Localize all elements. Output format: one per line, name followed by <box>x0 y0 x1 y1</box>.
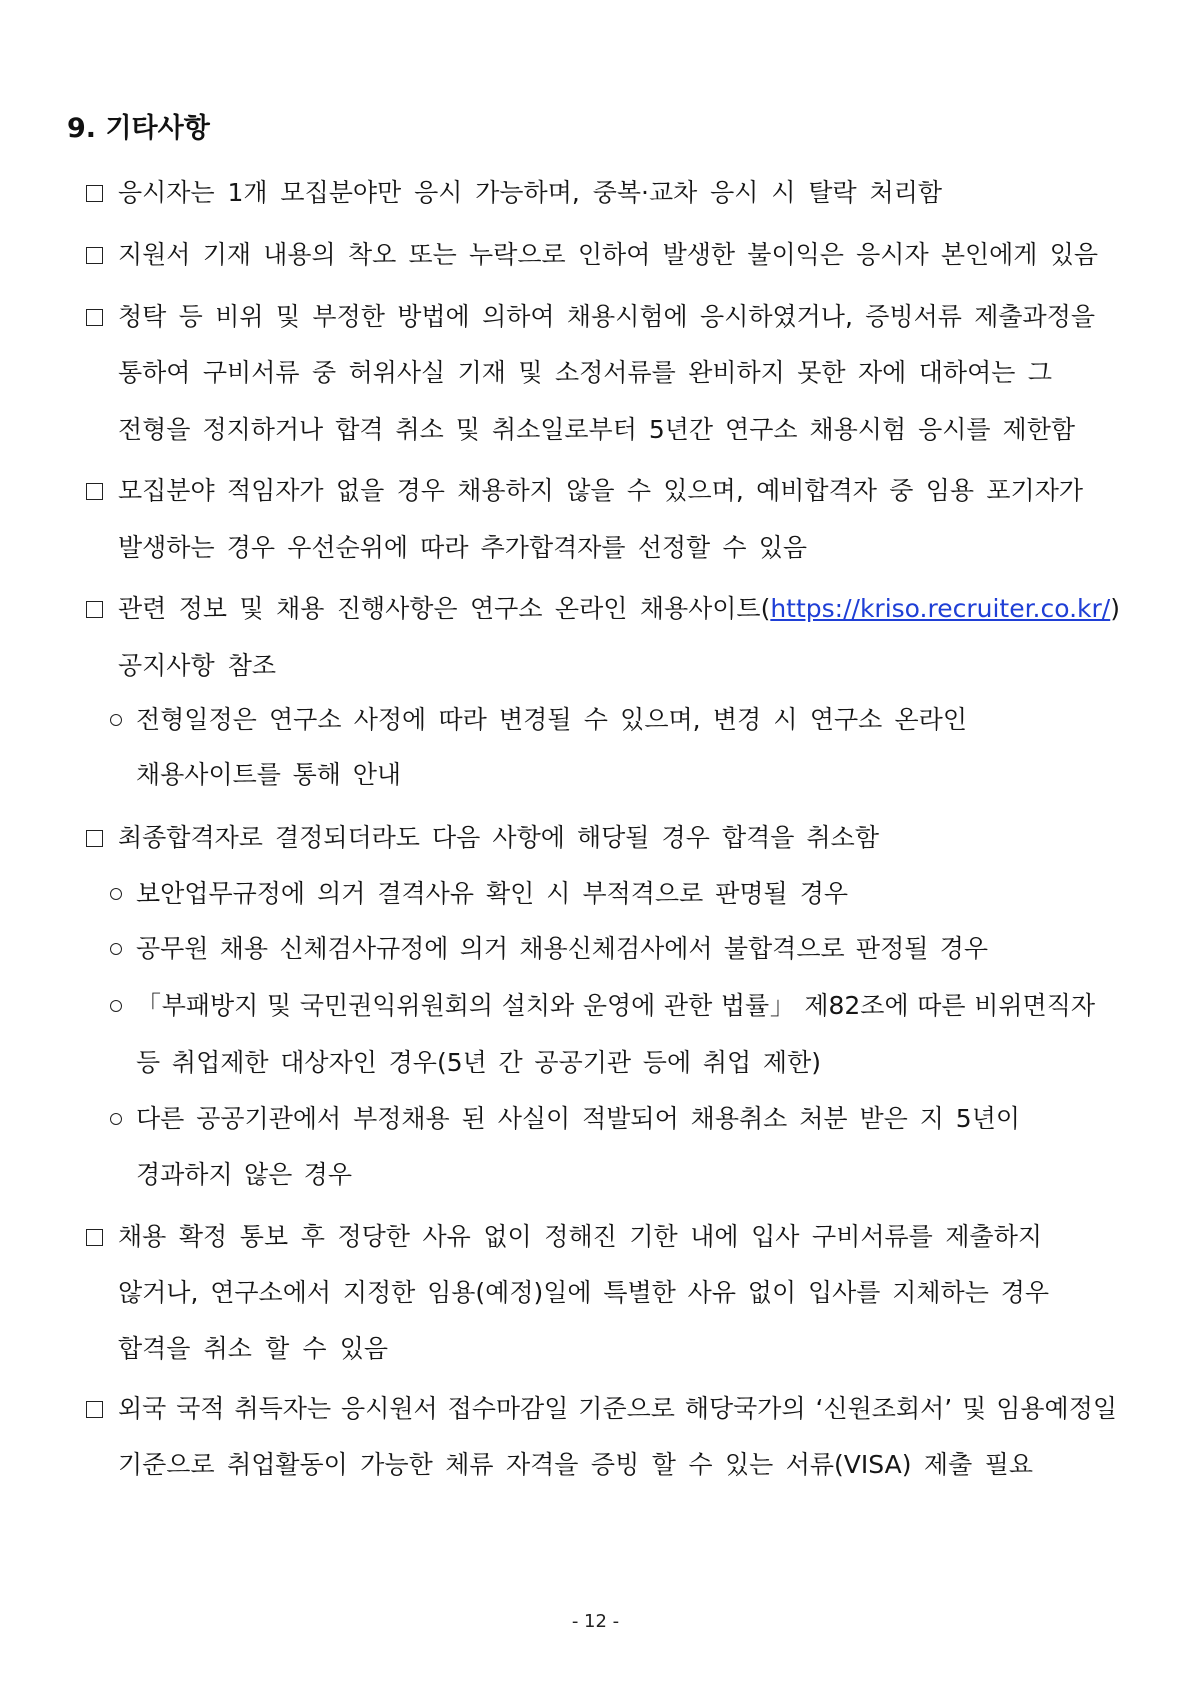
item-text-line <box>118 591 1120 627</box>
item-text-line: 지원서 기재 내용의 착오 또는 누락으로 인하여 발생한 불이익은 응시자 본인에게 있음 <box>118 240 1098 269</box>
item-text-line: 외국 국적 취득자는 응시원서 접수마감일 기준으로 해당국가의 ‘신원조회서’ 및 임용예정일 <box>118 1394 1117 1423</box>
section-title: 9. 기타사항 <box>67 113 210 144</box>
subitem-text-line: 공무원 채용 신체검사규정에 의거 채용신체검사에서 불합격으로 판정될 경우 <box>136 934 988 963</box>
item-text-line: 기준으로 취업활동이 가능한 체류 자격을 증빙 할 수 있는 서류(VISA) 제출 필요 <box>118 1450 1033 1479</box>
item-text-line: 공지사항 참조 <box>118 651 276 680</box>
recruit-site-link[interactable]: https://kriso.recruiter.co.kr/ <box>770 594 1111 623</box>
square-bullet-icon <box>86 1229 103 1246</box>
subitem-text-line: 다른 공공기관에서 부정채용 된 사실이 적발되어 채용취소 처분 받은 지 5년이 <box>136 1104 1020 1133</box>
subitem-text-line: 채용사이트를 통해 안내 <box>136 760 401 789</box>
item-text-line: 발생하는 경우 우선순위에 따라 추가합격자를 선정할 수 있음 <box>118 533 807 562</box>
subitem-text-line: 전형일정은 연구소 사정에 따라 변경될 수 있으며, 변경 시 연구소 온라인 <box>136 705 967 734</box>
item-text-line: 채용 확정 통보 후 정당한 사유 없이 정해진 기한 내에 입사 구비서류를 제출하지 <box>118 1222 1042 1251</box>
square-bullet-icon <box>86 601 103 618</box>
square-bullet-icon <box>86 247 103 264</box>
item-text-segment: 관련 정보 및 채용 진행사항은 연구소 온라인 채용사이트( <box>118 594 771 623</box>
square-bullet-icon <box>86 830 103 847</box>
square-bullet-icon <box>86 1401 103 1418</box>
item-text-line: 모집분야 적임자가 없을 경우 채용하지 않을 수 있으며, 예비합격자 중 임용 포기자가 <box>118 476 1083 505</box>
subitem-text-line: 경과하지 않은 경우 <box>136 1160 352 1189</box>
item-text-line: 통하여 구비서류 중 허위사실 기재 및 소정서류를 완비하지 못한 자에 대하여는 그 <box>118 358 1052 387</box>
page-number: - 12 - <box>571 1611 620 1632</box>
square-bullet-icon <box>86 185 103 202</box>
circle-bullet-icon <box>110 888 122 900</box>
item-text-line: 전형을 정지하거나 합격 취소 및 취소일로부터 5년간 연구소 채용시험 응시를 제한함 <box>118 415 1075 444</box>
circle-bullet-icon <box>110 943 122 955</box>
item-text-line: 응시자는 1개 모집분야만 응시 가능하며, 중복·교차 응시 시 탈락 처리함 <box>118 178 942 207</box>
item-text-segment: ) <box>1110 594 1120 623</box>
subitem-text-line: 등 취업제한 대상자인 경우(5년 간 공공기관 등에 취업 제한) <box>136 1048 821 1077</box>
item-text-line: 청탁 등 비위 및 부정한 방법에 의하여 채용시험에 응시하였거나, 증빙서류 제출과정을 <box>118 302 1095 331</box>
square-bullet-icon <box>86 483 103 500</box>
circle-bullet-icon <box>110 1113 122 1125</box>
subitem-text-line: 보안업무규정에 의거 결격사유 확인 시 부적격으로 판명될 경우 <box>136 879 848 908</box>
item-text-line: 않거나, 연구소에서 지정한 임용(예정)일에 특별한 사유 없이 입사를 지체하는 경우 <box>118 1278 1049 1307</box>
item-text-line: 합격을 취소 할 수 있음 <box>118 1334 388 1363</box>
circle-bullet-icon <box>110 1000 122 1012</box>
subitem-text-line: 「부패방지 및 국민권익위원회의 설치와 운영에 관한 법률」 제82조에 따른 비위면직자 <box>136 991 1095 1020</box>
circle-bullet-icon <box>110 714 122 726</box>
square-bullet-icon <box>86 309 103 326</box>
item-text-line: 최종합격자로 결정되더라도 다음 사항에 해당될 경우 합격을 취소함 <box>118 823 879 852</box>
